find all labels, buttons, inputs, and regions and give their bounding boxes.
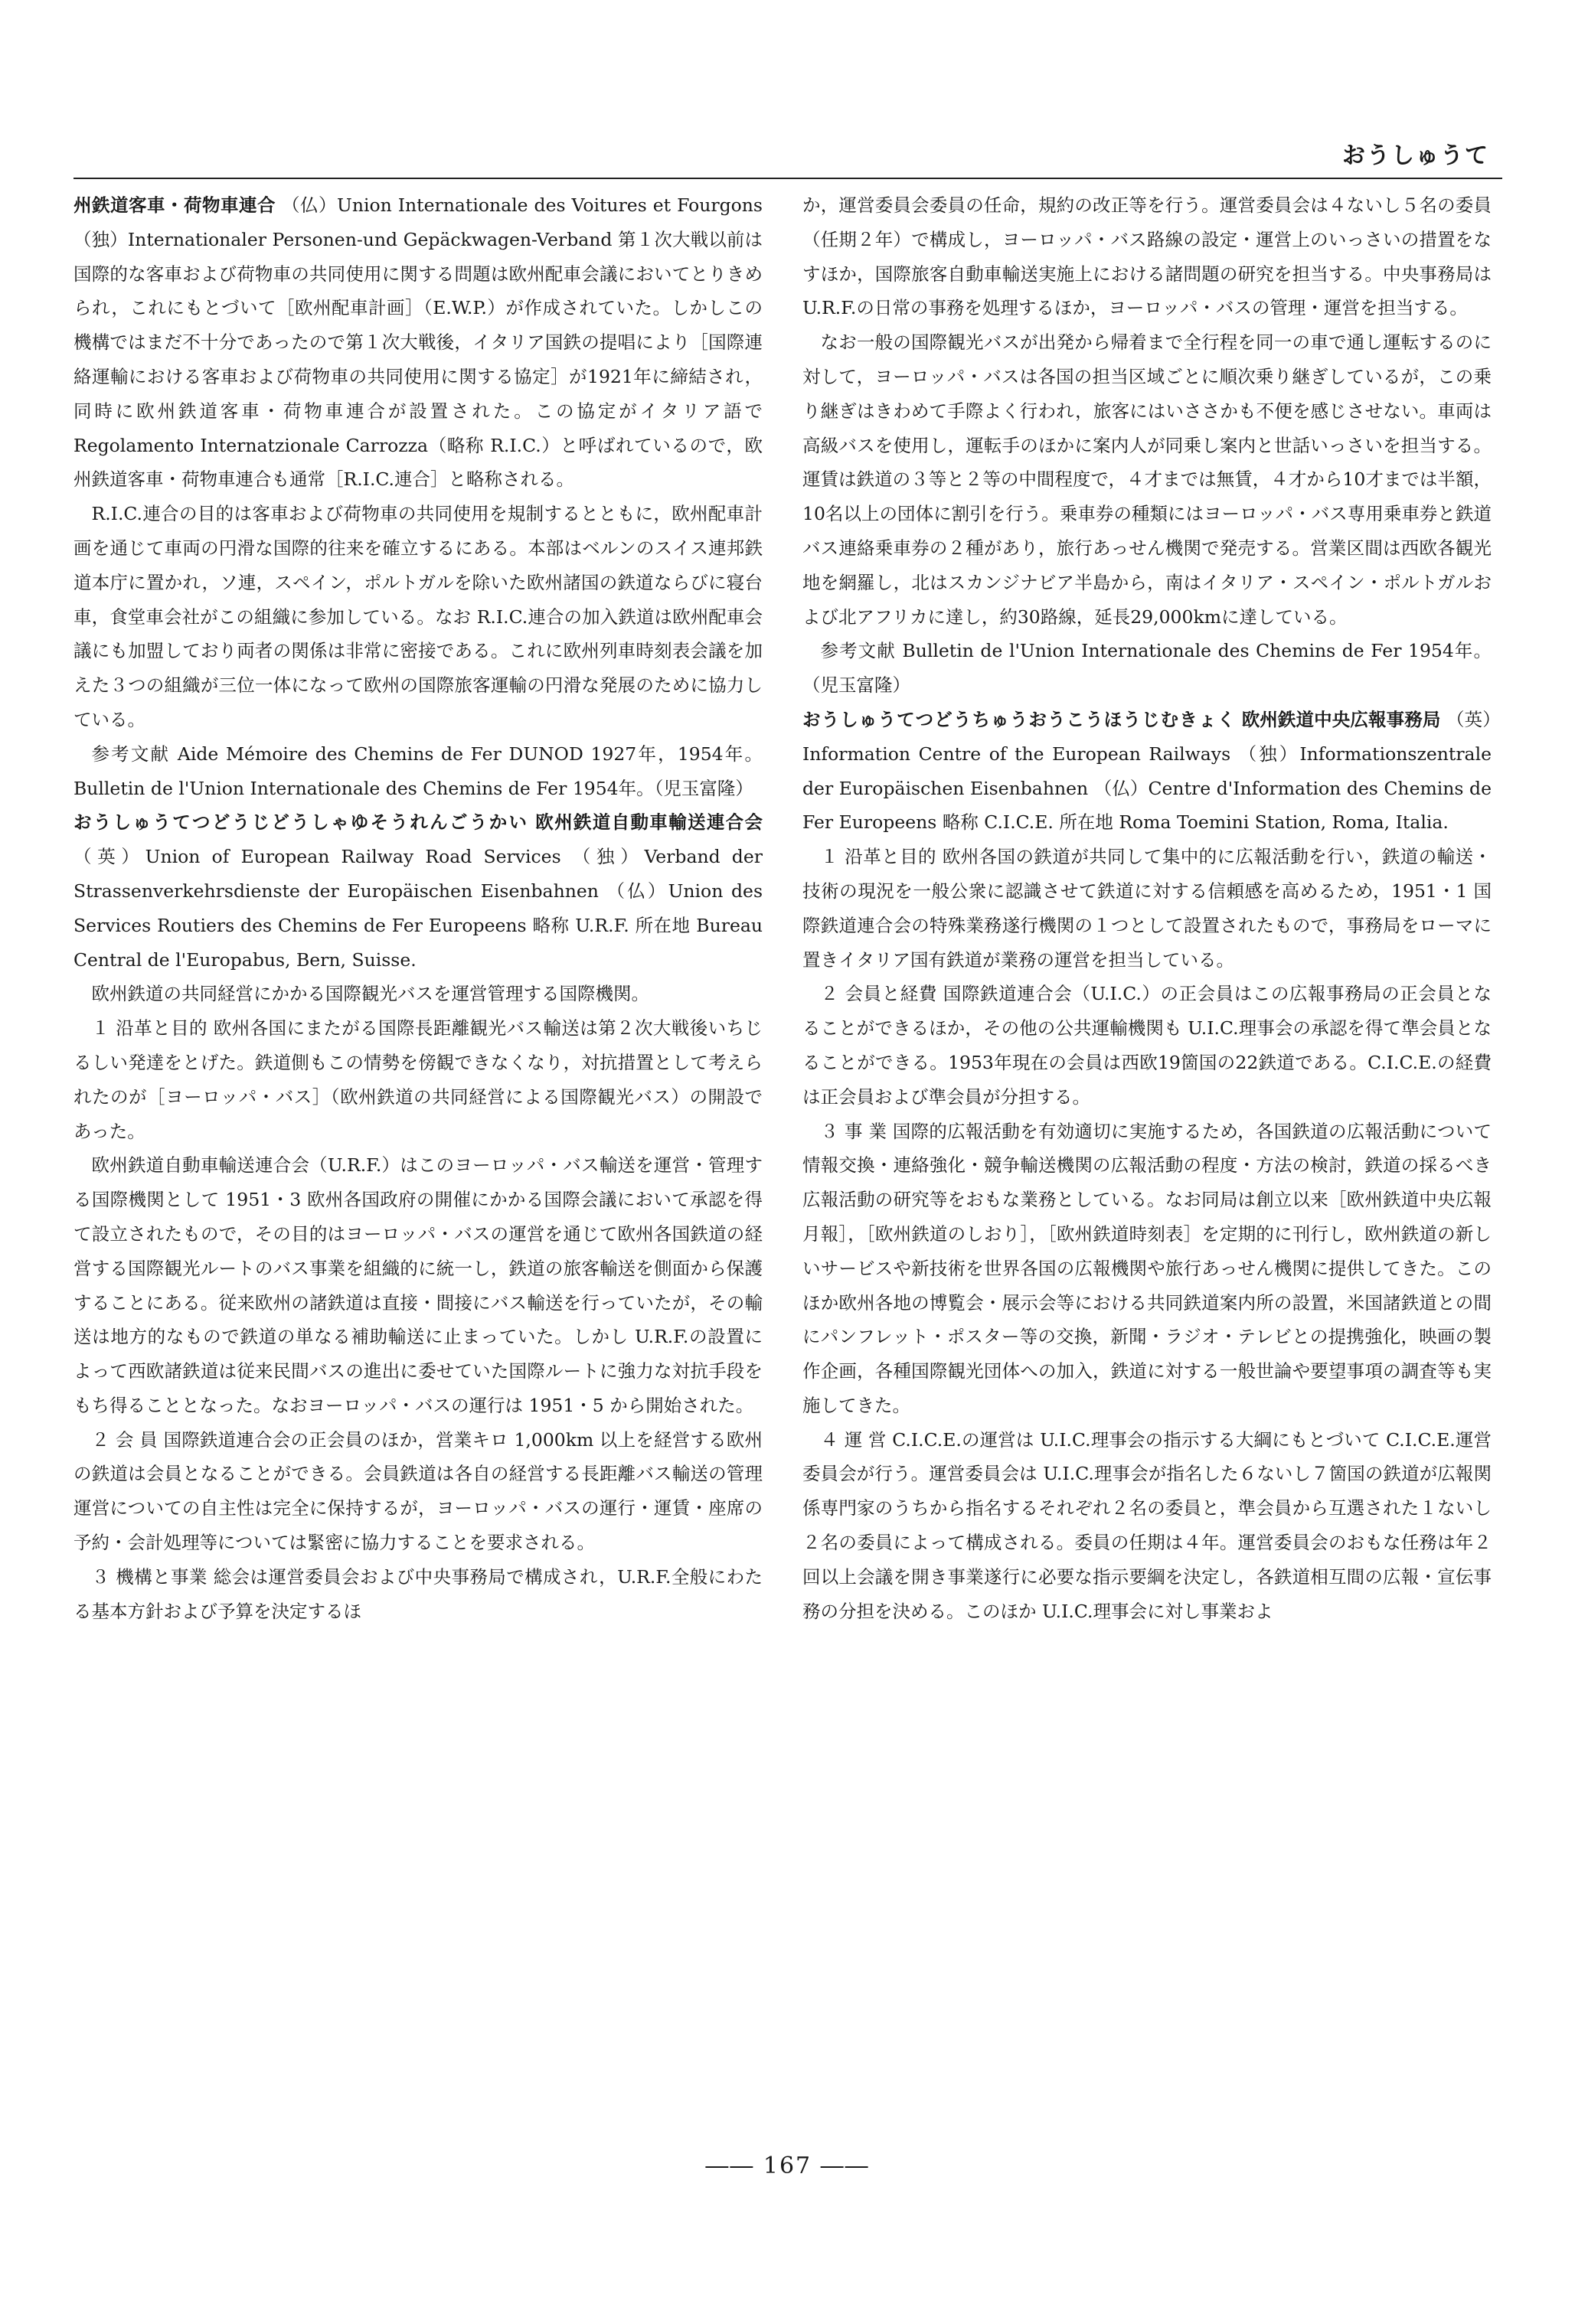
section-history: １ 沿革と目的 欧州各国の鉄道が共同して集中的に広報活動を行い，鉄道の輸送・技術の現況を一般公衆に認識させて鉄道に対する信頼感を高めるため，1951・1 国際鉄道連合会の特殊業務遂行機関の１つとして設置されたもので，事務局をローマに置きイタリア国有鉄道が業務の運営を担当している。: [802, 846, 1492, 971]
section-members: ２ 会 員 国際鉄道連合会の正会員のほか，営業キロ 1,000km 以上を経営する欧州の鉄道は会員となることができる。会員鉄道は各自の経営する長距離バス輸送の管理運営についての自主性は完全に保持するが，ヨーロッパ・バスの運行・運賃・座席の予約・会計処理等については緊密に協力することを要求される。: [74, 1428, 763, 1554]
section-organization: ３ 機構と事業 総会は運営委員会および中央事務局で構成され，U.R.F.全般にわたる基本方針および予算を決定するほ: [74, 1565, 763, 1622]
right-column: [802, 188, 1492, 2133]
paragraph: なお一般の国際観光バスが出発から帰着まで全行程を同一の車で通し運転するのに対して，ヨーロッパ・バスは各国の担当区域ごとに順次乗り継ぎしているが，この乗り継ぎはきわめて手際よく行われ，旅客にはいささかも不便を感じさせない。車両は高級バスを使用し，運転手のほかに案内人が同乗し案内と世話いっさいを担当する。運賃は鉄道の３等と２等の中間程度で，４才までは無賃，４才から10才までは半額，10名以上の団体に割引を行う。乗車券の種類にはヨーロッパ・バス専用乗車券と鉄道バス連絡乗車券の２種があり，旅行あっせん機関で発売する。営業区間は西欧各観光地を網羅し，北はスカンジナビア半島から，南はイタリア・スペイン・ポルトガルおよび北アフリカに達し，約30路線，延長29,000kmに達している。: [802, 331, 1492, 628]
paragraph-continued: か，運営委員会委員の任命，規約の改正等を行う。運営委員会は４ないし５名の委員（任期２年）で構成し，ヨーロッパ・バス路線の設定・運営上のいっさいの措置をなすほか，国際旅客自動車輸送実施上における諸問題の研究を担当する。中央事務局は U.R.F.の日常の事務を処理するほか，ヨーロッパ・バスの管理・運営を担当する。: [802, 194, 1492, 319]
section-activities: ３ 事 業 国際的広報活動を有効適切に実施するため，各国鉄道の広報活動について情報交換・連絡強化・競争輸送機関の広報活動の程度・方法の検討，鉄道の採るべき広報活動の研究等をおもな業務としている。なお同局は創立以来［欧州鉄道中央広報月報］，［欧州鉄道のしおり］，［欧州鉄道時刻表］を定期的に刊行し，欧州鉄道の新しいサービスや新技術を世界各国の広報機関や旅行あっせん機関に提供してきた。このほか欧州各地の博覧会・展示会等における共同鉄道案内所の設置，米国諸鉄道との間にパンフレット・ポスター等の交換，新聞・ラジオ・テレビとの提携強化，映画の製作企画，各種国際観光団体への加入，鉄道に対する一般世論や要望事項の調査等も実施してきた。: [802, 1120, 1492, 1416]
entry-term: 州鉄道客車・荷物車連合: [74, 194, 276, 216]
paragraph: R.I.C.連合の目的は客車および荷物車の共同使用を規制するとともに，欧州配車計画を通じて車両の円滑な国際的往来を確立するにある。本部はベルンのスイス連邦鉄道本庁に置かれ，ソ連，スペイン，ポルトガルを除いた欧州諸国の鉄道ならびに寝台車，食堂車会社がこの組織に参加している。なお R.I.C.連合の加入鉄道は欧州配車会議にも加盟しており両者の関係は非常に密接である。これに欧州列車時刻表会議を加えた３つの組織が三位一体になって欧州の国際旅客運輸の円滑な発展のために協力している。: [74, 503, 763, 730]
section-history: １ 沿革と目的 欧州各国にまたがる国際長距離観光バス輸送は第２次大戦後いちじるしい発達をとげた。鉄道側もこの情勢を傍観できなくなり，対抗措置として考えられたのが［ヨーロッパ・バス］（欧州鉄道の共同経営による国際観光バス）の開設であった。: [74, 1017, 763, 1142]
section-management: ４ 運 営 C.I.C.E.の運営は U.I.C.理事会の指示する大綱にもとづいて C.I.C.E.運営委員会が行う。運営委員会は U.I.C.理事会が指名した６ないし７箇国の鉄道が広報関係専門家のうちから指名するそれぞれ２名の委員と，準会員から互選された１ないし２名の委員によって構成される。委員の任期は４年。運営委員会のおもな任務は年２回以上会議を開き事業遂行に必要な指示要綱を決定し，各鉄道相互間の広報・宣伝事務の分担を決める。このほか U.I.C.理事会に対し事業およ: [802, 1428, 1492, 1622]
paragraph: 欧州鉄道自動車輸送連合会（U.R.F.）はこのヨーロッパ・バス輸送を運営・管理する国際機関として 1951・3 欧州各国政府の開催にかかる国際会議において承認を得て設立されたもので，その目的はヨーロッパ・バスの運営を通じて欧州各国鉄道の経営する国際観光ルートのバス事業を組織的に統一し，鉄道の旅客輸送を側面から保護することにある。従来欧州の諸鉄道は直接・間接にバス輸送を行っていたが，その輸送は地方的なもので鉄道の単なる補助輸送に止まっていた。しかし U.R.F.の設置によって西欧諸鉄道は従来民間バスの進出に委せていた国際ルートに強力な対抗手段をもち得ることとなった。なおヨーロッパ・バスの運行は 1951・5 から開始された。: [74, 1154, 763, 1416]
header-rule: [74, 178, 1502, 179]
entry-kana: おうしゅうてつどうじどうしゃゆそうれんごうかい: [74, 811, 529, 834]
entry-body: （仏）Union Internationale des Voitures et Fourgons （独）Internationaler Personen-und Gepäckwagen-Verband 第１次大戦以前は国際的な客車および荷物車の共同使用に関する問題は欧州配車会議においてとりきめられ，これにもとづいて［欧州配車計画］（E.W.P.）が作成されていた。しかしこの機構ではまだ不十分であったので第１次大戦後，イタリア国鉄の提唱により［国際連絡運輸における客車および荷物車の共同使用に関する協定］が1921年に締結され，同時に欧州鉄道客車・荷物車連合が設置された。この協定がイタリア語で Regolamento Internatzionale Carrozza（略称 R.I.C.）と呼ばれているので，欧州鉄道客車・荷物車連合も通常［R.I.C.連合］と略称される。: [74, 194, 763, 491]
entry-body: （英）Information Centre of the European Railways （独）Informationszentrale der Europäischen Eisenbahnen （仏）Centre d'Information des Chemins de Fer Europeens 略称 C.I.C.E. 所在地 Roma Toemini Station, Roma, Italia.: [802, 708, 1492, 834]
entry-cice-heading: [802, 703, 1492, 840]
entry-term: 欧州鉄道自動車輸送連合会: [535, 811, 763, 834]
section-members: ２ 会員と経費 国際鉄道連合会（U.I.C.）の正会員はこの広報事務局の正会員となることができるほか，その他の公共運輸機関も U.I.C.理事会の承認を得て準会員となることができる。1953年現在の会員は西欧19箇国の22鉄道である。C.I.C.E.の経費は正会員および準会員が分担する。: [802, 983, 1492, 1108]
running-head: おうしゅうて: [1342, 142, 1489, 169]
references: 参考文献 Bulletin de l'Union Internationale des Chemins de Fer 1954年。（児玉富隆）: [802, 640, 1492, 697]
entry-kana: おうしゅうてつどうちゅうおうこうほうじむきょく: [802, 708, 1237, 730]
entry-term: 欧州鉄道中央広報事務局: [1241, 708, 1441, 730]
entry-rail-car-union: [74, 188, 763, 497]
page-number: ―― 167 ――: [705, 2153, 870, 2179]
paragraph: 欧州鉄道の共同経営にかかる国際観光バスを運営管理する国際機関。: [91, 983, 649, 1005]
references: 参考文献 Aide Mémoire des Chemins de Fer DUNOD 1927年，1954年。Bulletin de l'Union Internationale des Chemins de Fer 1954年。（児玉富隆）: [74, 743, 763, 799]
entry-urf-heading: [74, 805, 763, 977]
left-column: [74, 188, 763, 2133]
entry-body: （英）Union of European Railway Road Services （独）Verband der Strassenverkehrsdienste der Europäischen Eisenbahnen （仏）Union des Services Routiers des Chemins de Fer Europeens 略称 U.R.F. 所在地 Bureau Central de l'Europabus, Bern, Suisse.: [74, 846, 763, 971]
